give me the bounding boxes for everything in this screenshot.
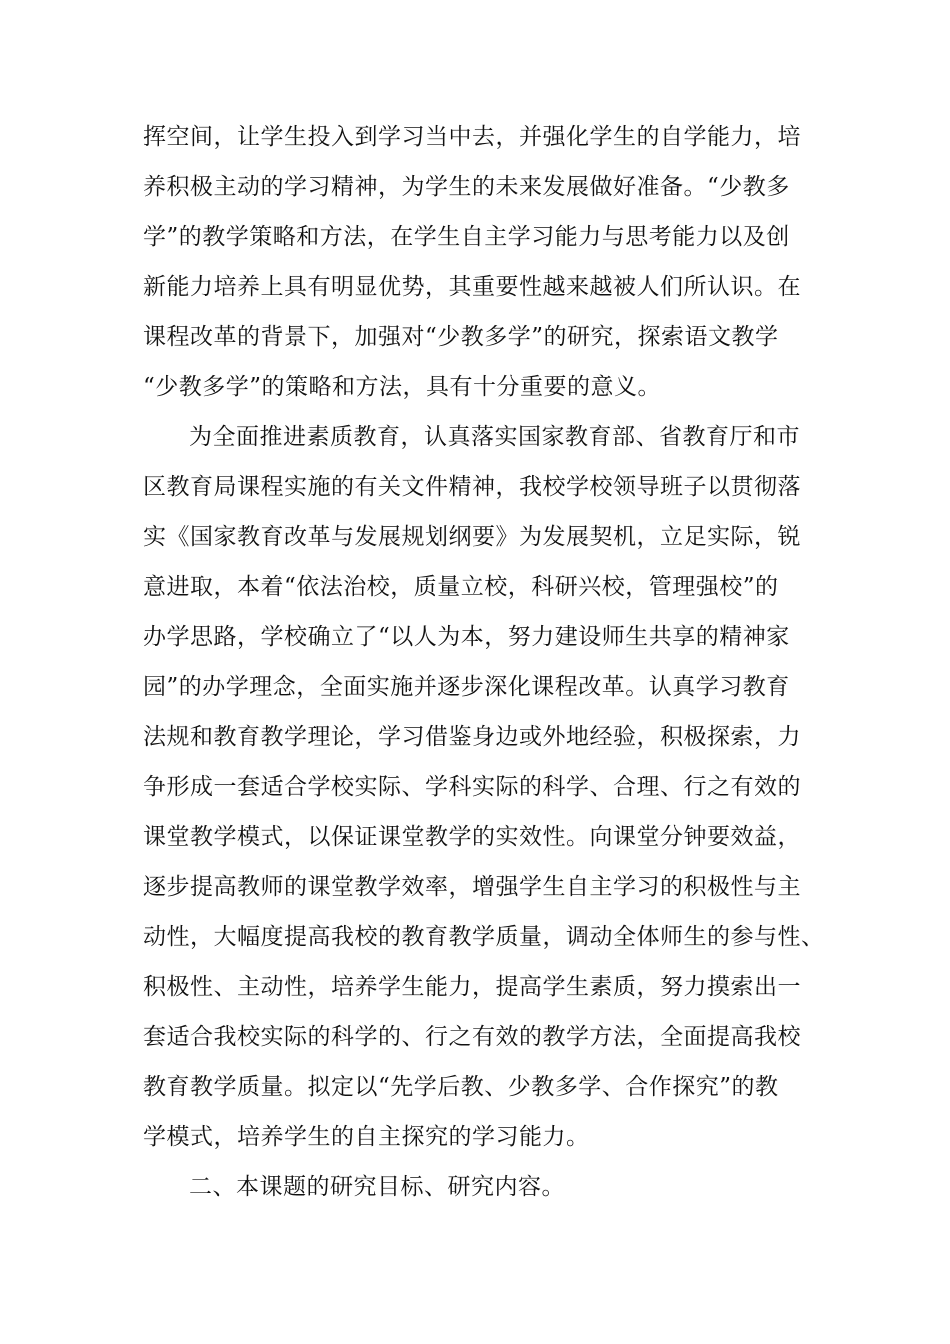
paragraph-1-line: 挥空间，让学生投入到学习当中去，并强化学生的自学能力，培 [143,124,801,150]
paragraph-2-line: 学模式，培养学生的自主探究的学习能力。 [143,1124,590,1150]
paragraph-2-line: 逐步提高教师的课堂教学效率，增强学生自主学习的积极性与主 [143,874,801,900]
paragraph-2-line: 区教育局课程实施的有关文件精神，我校学校领导班子以贯彻落 [143,474,801,500]
paragraph-2-line: 园”的办学理念，全面实施并逐步深化课程改革。认真学习教育 [143,674,790,700]
paragraph-2-line: 课堂教学模式，以保证课堂教学的实效性。向课堂分钟要效益， [143,824,801,850]
paragraph-1-line: 课程改革的背景下，加强对“少教多学”的研究，探索语文教学 [143,324,779,350]
paragraph-1-line: 养积极主动的学习精神，为学生的未来发展做好准备。“少教多 [143,174,790,200]
paragraph-2-line: 动性，大幅度提高我校的教育教学质量，调动全体师生的参与性、 [143,924,825,950]
paragraph-2-line: 办学思路，学校确立了“以人为本，努力建设师生共享的精神家 [143,624,790,650]
paragraph-2-line: 为全面推进素质教育，认真落实国家教育部、省教育厅和市 [189,424,800,450]
paragraph-2-line: 积极性、主动性，培养学生能力，提高学生素质，努力摸索出一 [143,974,801,1000]
paragraph-1-line: 学”的教学策略和方法，在学生自主学习能力与思考能力以及创 [143,224,790,250]
paragraph-1-line: “少教多学”的策略和方法，具有十分重要的意义。 [143,374,662,400]
paragraph-2-line: 实《国家教育改革与发展规划纲要》为发展契机，立足实际，锐 [143,524,801,550]
section-heading: 二、本课题的研究目标、研究内容。 [189,1174,565,1200]
paragraph-2-line: 法规和教育教学理论，学习借鉴身边或外地经验，积极探索，力 [143,724,801,750]
paragraph-2-line: 争形成一套适合学校实际、学科实际的科学、合理、行之有效的 [143,774,801,800]
paragraph-2-line: 意进取，本着“依法治校，质量立校，科研兴校，管理强校”的 [143,574,779,600]
paragraph-1-line: 新能力培养上具有明显优势，其重要性越来越被人们所认识。在 [143,274,801,300]
paragraph-2-line: 教育教学质量。拟定以“先学后教、少教多学、合作探究”的教 [143,1074,779,1100]
paragraph-2-line: 套适合我校实际的科学的、行之有效的教学方法，全面提高我校 [143,1024,801,1050]
